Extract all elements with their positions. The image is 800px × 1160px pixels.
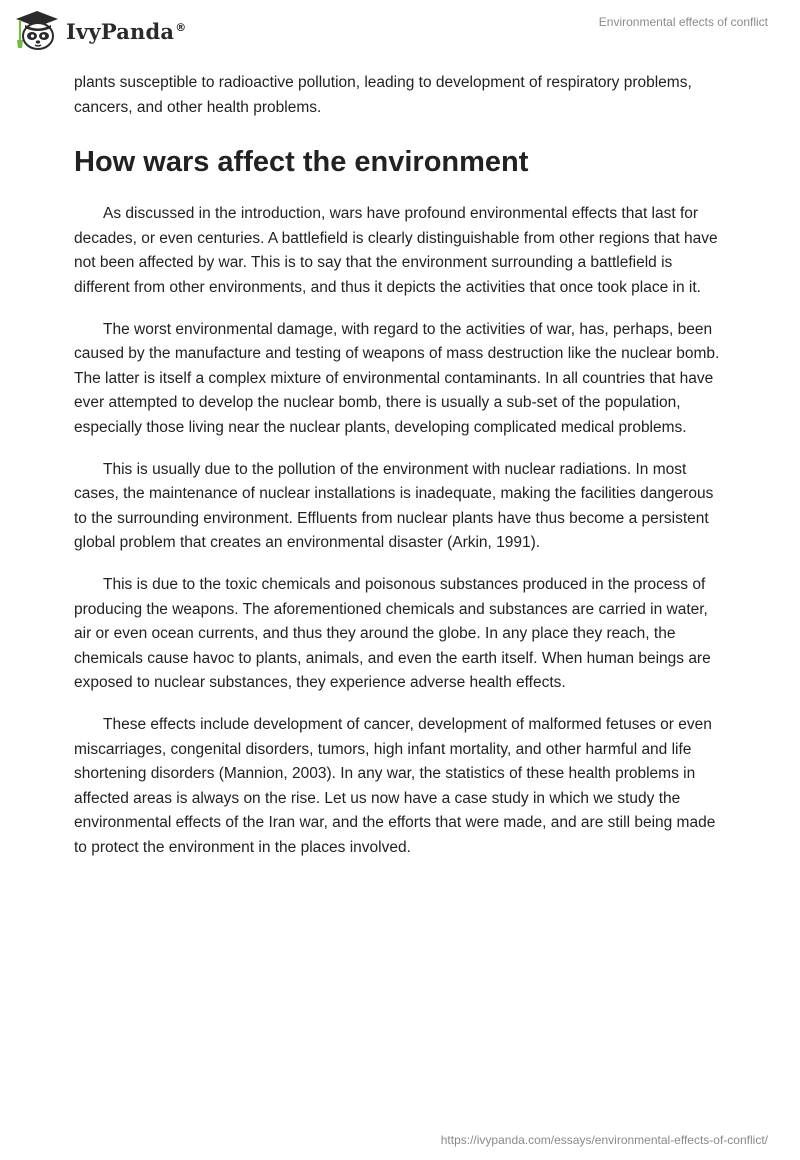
paragraph-4: This is due to the toxic chemicals and poisonous substances produced in the process of producing the weapons. The aforementioned chemicals and substances are carried in water, air or even ocean currents, and thus they around the globe. In any place they reach, the chemicals cause havoc to plants, animals, and even the earth itself. When human beings are exposed to nuclear substances, they experience adverse health effects. xyxy=(74,576,711,691)
ivypanda-logo[interactable] xyxy=(14,9,186,53)
continued-paragraph: plants susceptible to radioactive pollution, leading to development of respiratory problems, cancers, and other health problems. xyxy=(74,74,692,116)
brand-name: IvyPanda® xyxy=(66,18,187,44)
running-title: Environmental effects of conflict xyxy=(598,15,768,29)
paragraph-1: As discussed in the introduction, wars have profound environmental effects that last for decades, or even centuries. A battlefield is clearly distinguishable from other regions that have not been affected by war. This is to say that the environment surrounding a battlefield is different from other environments, and thus it depicts the activities that once took place in it. xyxy=(74,205,718,296)
paragraph-5: These effects include development of cancer, development of malformed fetuses or even miscarriages, congenital disorders, tumors, high infant mortality, and other harmful and life shortening disorders (Mannion, 2003). In any war, the statistics of these health problems in affected areas is always on the rise. Let us now have a case study in which we study the environmental effects of the Iran war, and the efforts that were made, and are still being made to protect the environment in the places involved. xyxy=(74,716,716,856)
paragraph-2: The worst environmental damage, with regard to the activities of war, has, perhaps, been caused by the manufacture and testing of weapons of mass destruction like the nuclear bomb. The latter is itself a complex mixture of environmental contaminants. In all countries that have ever attempted to develop the nuclear bomb, there is usually a sub-set of the population, especially those living near the nuclear plants, developing complicated medical problems. xyxy=(74,320,720,436)
section-heading: How wars affect the environment xyxy=(74,146,529,178)
source-url-link[interactable]: https://ivypanda.com/essays/environmental-effects-of-conflict/ xyxy=(440,1133,768,1147)
paragraph-3: This is usually due to the pollution of the environment with nuclear radiations. In most cases, the maintenance of nuclear installations is inadequate, making the facilities dangerous to the surrounding environment. Effluents from nuclear plants have thus become a persistent global problem that creates an environmental disaster (Arkin, 1991). xyxy=(74,460,714,551)
page-header xyxy=(0,0,800,62)
essay-body xyxy=(74,71,724,878)
panda-graduate-icon xyxy=(14,10,60,52)
